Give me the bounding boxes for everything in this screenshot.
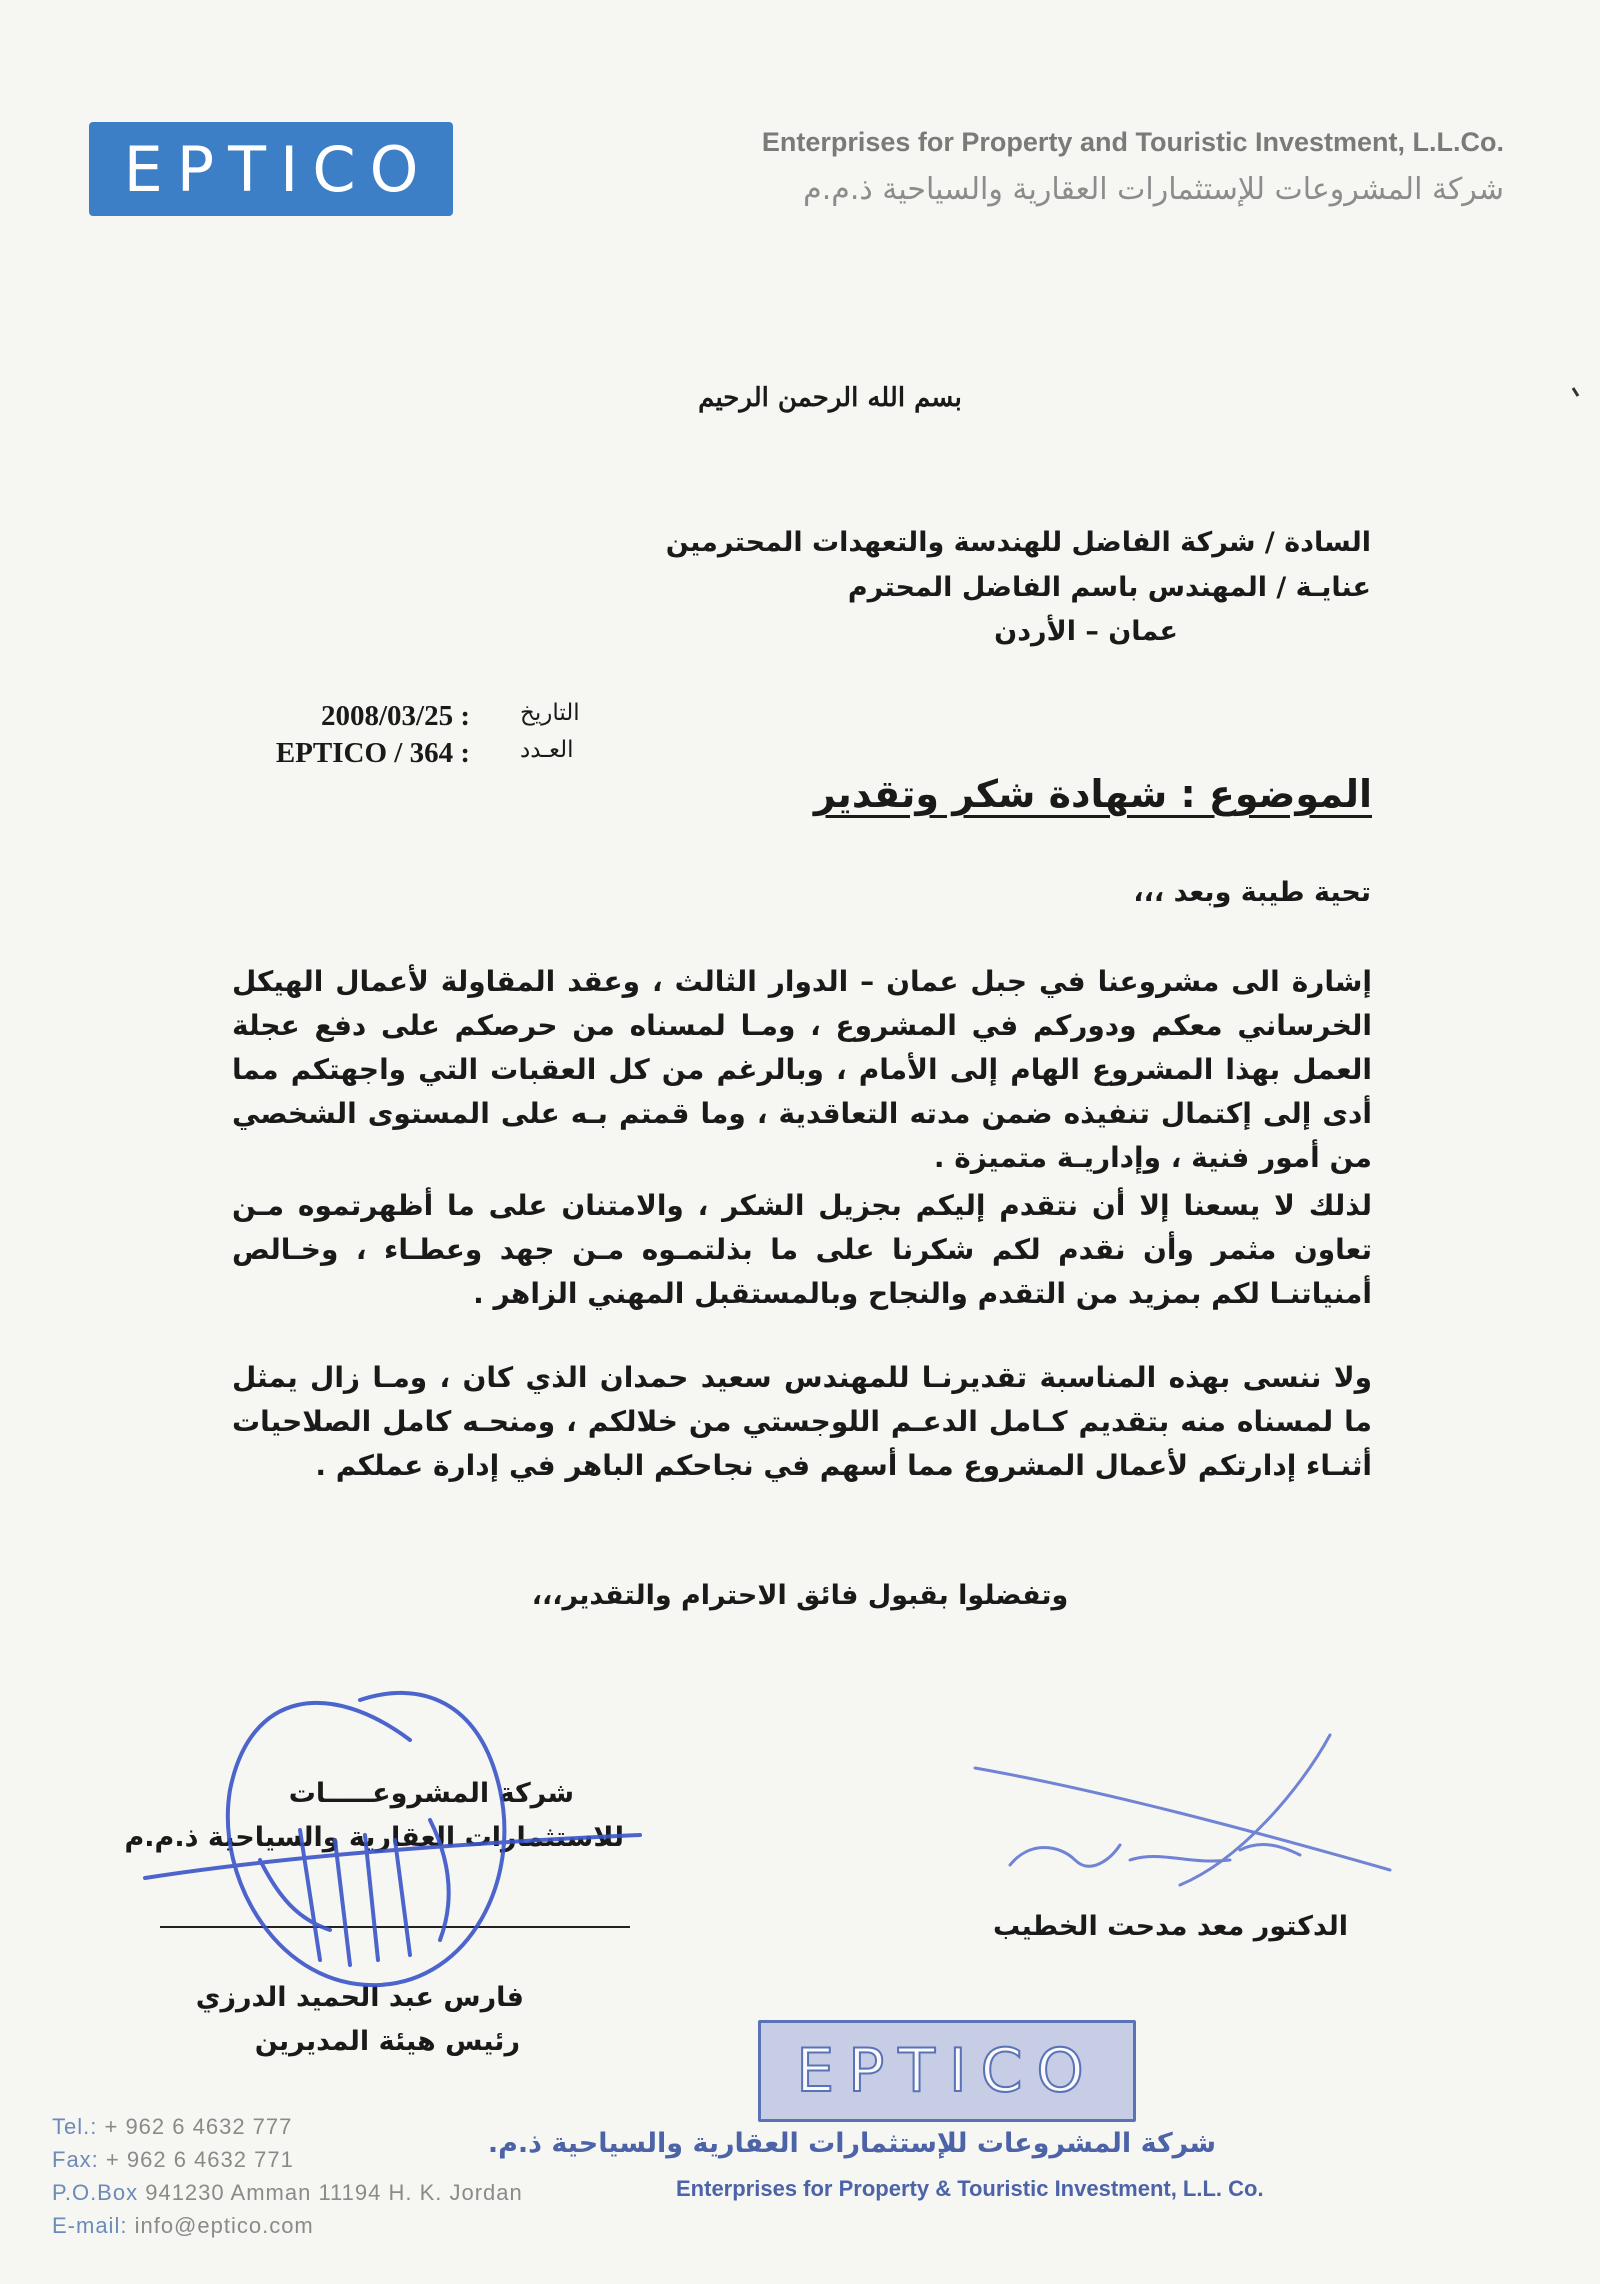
company-name-arabic: شركة المشروعات للإستثمارات العقارية والسياحية ذ.م.م bbox=[803, 172, 1504, 207]
body-paragraph-2: لذلك لا يسعنا إلا أن نتقدم إليكم بجزيل الشكر ، والامتنان على ما أظهرتموه مـن تعاون مثمر وأن نقدم لكم شكرنا على ما بذلتمـوه مـن جهد وعطـاء ، وخـالص أمنياتنـا لكم بمزيد من التقدم والنجاح وبالمستقبل المهني الزاهر . bbox=[232, 1189, 1372, 1310]
footer-fax-label: Fax: bbox=[52, 2147, 99, 2172]
reference-number-value: EPTICO / 364 : bbox=[275, 737, 470, 769]
reference-number-label: العـدد bbox=[520, 737, 574, 763]
body-paragraph-3: ولا ننسى بهذه المناسبة تقديرنـا للمهندس سعيد حمدان الذي كان ، ومـا زال يمثل ما لمسناه منه بتقديم كـامل الدعـم اللوجستي من خلالكم ، ومنحـه كامل الصلاحيات أثنـاء إدارتكم لأعمال المشروع مما أسهم في نجاحكم الباهر في إدارة عملكم . bbox=[232, 1361, 1372, 1482]
left-company-line-2: للاستثمارات العقارية والسياحية ذ.م.م bbox=[124, 1822, 624, 1853]
footer-fax-value: + 962 6 4632 771 bbox=[105, 2147, 294, 2172]
recipient-line-3: عمان – الأردن bbox=[994, 616, 1178, 647]
subject-heading: الموضوع : شهادة شكر وتقدير bbox=[813, 772, 1372, 816]
date-label: التاريخ bbox=[520, 700, 580, 726]
basmala: بسم الله الرحمن الرحيم bbox=[698, 383, 962, 413]
company-logo bbox=[89, 122, 453, 216]
date-value: 2008/03/25 : bbox=[320, 700, 470, 732]
recipient-line-2: عنايـة / المهندس باسم الفاضل المحترم bbox=[847, 572, 1371, 603]
footer-tel-label: Tel.: bbox=[52, 2114, 98, 2139]
signature-line bbox=[160, 1926, 630, 1928]
footer-tel bbox=[52, 2114, 292, 2140]
footer-pobox-value: 941230 Amman 11194 H. K. Jordan bbox=[145, 2180, 523, 2205]
footer-fax bbox=[52, 2147, 294, 2173]
left-signatory-title: رئيس هيئة المديرين bbox=[254, 2026, 520, 2057]
footer-pobox bbox=[52, 2180, 523, 2206]
right-signatory-name: الدكتور معد مدحت الخطيب bbox=[992, 1911, 1348, 1942]
closing-line: وتفضلوا بقبول فائق الاحترام والتقدير،،، bbox=[531, 1580, 1069, 1611]
footer-email-value: info@eptico.com bbox=[134, 2213, 314, 2238]
body-paragraph-1: إشارة الى مشروعنا في جبل عمان – الدوار الثالث ، وعقد المقاولة لأعمال الهيكل الخرساني معكم ودوركم في المشروع ، ومـا لمسناه من حرصكم على دفع عجلة العمل بهذا المشروع الهام إلى الأمام ، وبالرغم من كل العقبات التي واجهتكم مما أدى إلى إكتمال تنفيذه ضمن مدته التعاقدية ، وما قمتم بـه على المستوى الشخصي من أمور فنية ، وإداريـة متميزة . bbox=[232, 965, 1372, 1174]
logo-text: EPTICO bbox=[123, 132, 433, 206]
footer-pobox-label: P.O.Box bbox=[52, 2180, 139, 2205]
footer-tel-value: + 962 6 4632 777 bbox=[104, 2114, 293, 2139]
company-name-english: Enterprises for Property and Touristic Investment, L.L.Co. bbox=[761, 127, 1504, 157]
stamp-arabic-text: شركة المشروعات للإستثمارات العقارية والسياحية ذ.م. bbox=[487, 2128, 1216, 2159]
stamp-english-text: Enterprises for Property & Touristic Investment, L.L. Co. bbox=[676, 2176, 1264, 2201]
stamp-logo-text: EPTICO bbox=[796, 2036, 1098, 2106]
greeting: تحية طيبة وبعد ،،، bbox=[1133, 877, 1371, 908]
left-company-line-1: شركة المشروعـــــات bbox=[288, 1778, 574, 1809]
left-signatory-name: فارس عبد الحميد الدرزي bbox=[195, 1982, 524, 2013]
recipient-line-1: السادة / شركة الفاضل للهندسة والتعهدات المحترمين bbox=[665, 527, 1371, 558]
right-signature-scribble bbox=[975, 1735, 1390, 1885]
company-stamp bbox=[758, 2020, 1136, 2122]
footer-email-label: E-mail: bbox=[52, 2213, 128, 2238]
footer-email bbox=[52, 2213, 314, 2239]
